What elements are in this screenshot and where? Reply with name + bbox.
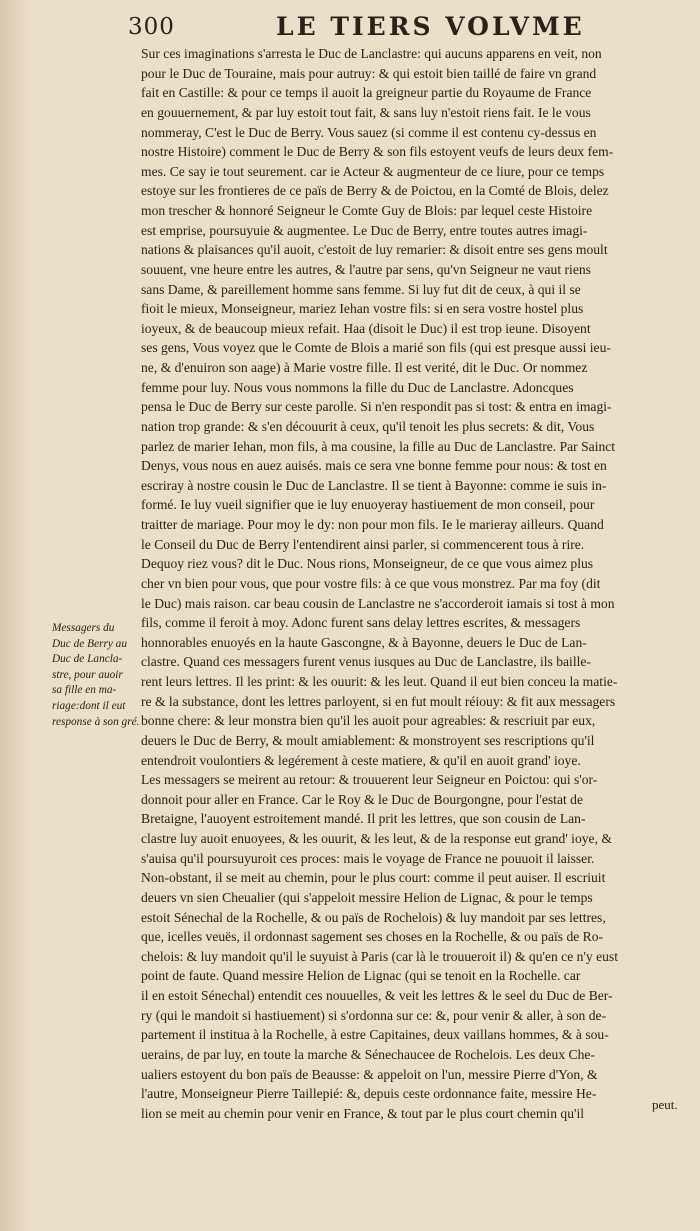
text-line: clastre luy auoit enuoyees, & les ouurit, & les leut, & de la response eut grand' ioye, & <box>141 831 612 846</box>
text-line: que, icelles veuës, il ordonnast sagement ses choses en la Rochelle, & ou païs de Ro- <box>141 929 604 945</box>
page-number: 300 <box>128 14 175 40</box>
text-line: ses gens, Vous voyez que le Comte de Blois a marié son fils (qui est presque aussi ieu- <box>141 340 611 356</box>
text-line: honnorables enuoyés en la haute Gascongne, & à Bayonne, deuers le Duc de Lan- <box>141 634 587 650</box>
margin-note <box>52 621 138 730</box>
page-header <box>128 10 678 44</box>
margin-note-line: Duc de Lancla- <box>52 653 123 666</box>
text-line: femme pour luy. Nous vous nommons la fille du Duc de Lanclastre. Adoncques <box>141 379 574 395</box>
text-line: s'auisa qu'il poursuyuroit ces proces: mais le voyage de France ne pouuoit il laisser. <box>141 850 595 866</box>
text-line: ualiers estoyent du bon païs de Beausse: & appeloit on l'un, messire Pierre d'Yon, & <box>141 1066 598 1082</box>
text-line: fioit le mieux, Monseigneur, mariez Iehan vostre fils: si en sera vostre hostel plus <box>141 301 584 317</box>
text-line: mes. Ce say ie tout seurement. car ie Acteur & augmenteur de ce liure, pour ce temps <box>141 163 605 179</box>
text-line: point de faute. Quand messire Helion de Lignac (qui se tenoit en la Rochelle. car <box>141 968 581 984</box>
text-line: Non-obstant, il se meit au chemin, pour le plus court: comme il peut auiser. Il escriuit <box>141 870 606 886</box>
text-line: deuers vn sien Cheualier (qui s'appeloit messire Helion de Lignac, & pour le temps <box>141 889 593 905</box>
text-line: pour le Duc de Touraine, mais pour autruy: & qui estoit bien taillé de faire vn grand <box>141 65 597 81</box>
margin-note-line: Messagers du <box>52 622 115 634</box>
text-line: fils, comme il feroit à moy. Adonc furent sans delay lettres escrites, & messagers <box>141 615 581 631</box>
text-line: en gouuernement, & par luy estoit tout fait, & sans luy n'estoit riens fait. Ie le vous <box>141 104 591 120</box>
text-line: le Duc) mais raison. car beau cousin de Lanclastre ne s'accorderoit iamais si tost à mon <box>141 595 615 611</box>
text-line: est emprise, poursuyuie & augmentee. Le Duc de Berry, entre toutes autres imagi- <box>141 222 588 238</box>
text-line: parlez de marier Iehan, mon fils, à ma cousine, la fille au Duc de Lanclastre. Par Sainct <box>141 438 616 454</box>
margin-note-line: riage:dont il eut <box>52 699 126 712</box>
text-line: ne, & d'enuiron son aage) à Marie vostre fille. Il est verité, dit le Duc. Or nommez <box>141 360 588 375</box>
text-line: il en estoit Sénechal) entendit ces nouuelles, & veit les lettres & le seel du Duc de Ber- <box>141 988 613 1003</box>
text-line: fait en Castille: & pour ce temps il auoit la greigneur partie du Royaume de France <box>141 85 592 101</box>
text-line: le Conseil du Duc de Berry l'entendirent ainsi parler, si commencerent tous à rire. <box>141 536 585 552</box>
text-line: rent leurs lettres. Il les print: & les ouurit: & les leut. Quand il eut bien conceu la matie- <box>141 674 618 689</box>
text-line: ioyeux, & de beaucoup mieux refait. Haa (disoit le Duc) il est trop ieune. Disoyent <box>141 320 591 336</box>
text-line: estoit Sénechal de la Rochelle, & ou païs de Rochelois) & luy mandoit par ses lettres, <box>141 909 606 925</box>
text-line: clastre. Quand ces messagers furent venus iusques au Duc de Lanclastre, ils baille- <box>141 654 591 670</box>
text-line: uerains, de par luy, en toute la marche & Sénechaucee de Rochelois. Les deux Che- <box>141 1046 595 1062</box>
margin-note-line: response à son gré. <box>52 715 140 728</box>
margin-note-line: stre, pour auoir <box>52 668 123 681</box>
text-line: deuers le Duc de Berry, & moult amiablement: & monstroyent ses rescriptions qu'il <box>141 732 595 748</box>
text-line: Sur ces imaginations s'arresta le Duc de Lanclastre: qui aucuns apparens en veit, non <box>141 46 602 61</box>
text-line: nommeray, C'est le Duc de Berry. Vous sauez (si comme il est contenu cy-dessus en <box>141 124 597 140</box>
margin-note-line: Duc de Berry au <box>52 637 127 650</box>
text-line: Bretaigne, l'auoyent estroitement mandé. Il prit les lettres, que son cousin de Lan- <box>141 811 586 827</box>
text-line: mon trescher & honnoré Seigneur le Comte Guy de Blois: par lequel ceste Histoire <box>141 203 593 218</box>
text-line: lion se meit au chemin pour venir en France, & tout par le plus court chemin qu'il <box>141 1105 584 1121</box>
body-text <box>141 44 679 1123</box>
text-line: pensa le Duc de Berry sur ceste parolle. Si n'en respondit pas si tost: & entra en imagi- <box>141 399 612 415</box>
text-line: sans Dame, & pareillement homme sans femme. Si luy fut dit de ceux, à qui il se <box>141 281 581 297</box>
text-line: souuent, vne heure entre les autres, & l'autre par sens, qu'vn Seigneur ne vaut riens <box>141 261 591 277</box>
text-line: ry (qui le mandoit si hastiuement) si s'ordonna sur ce: &, pour venir & aller, à son de- <box>141 1007 607 1023</box>
text-line: traitter de mariage. Pour moy le dy: non pour mon fils. Ie le marieray ailleurs. Quand <box>141 517 604 532</box>
text-line: re & la substance, dont les lettres parloyent, si en fut moult réiouy: & fit aux messagers <box>141 693 616 709</box>
text-line: cher vn bien pour vous, que pour vostre fils: à ce que vous monstrez. Par ma foy (dit <box>141 575 601 591</box>
text-line: Denys, vous nous en auez auisés. mais ce sera vne bonne femme pour nous: & tost en <box>141 458 607 474</box>
text-line: escriray à nostre cousin le Duc de Lanclastre. Il se tient à Bayonne: comme ie suis in- <box>141 477 607 493</box>
text-line: estoye sur les frontieres de ce païs de Berry & de Poictou, en la Comté de Blois, delez <box>141 183 609 199</box>
text-line: nations & plaisances qu'il auoit, c'estoit de luy remarier: & disoit entre ses gens moult <box>141 242 608 258</box>
margin-note-line: sa fille en ma- <box>52 684 117 697</box>
text-line: nostre Histoire) comment le Duc de Berry & son fils estoyent veufs de leurs deux fem- <box>141 144 614 160</box>
page-gutter-shadow <box>0 0 30 1231</box>
catchword: peut. <box>652 1097 678 1112</box>
text-line: bonne chere: & leur monstra bien qu'il les auoit pour agreables: & rescriuit par eux, <box>141 713 596 729</box>
text-line: nation trop grande: & s'en découurit à ceux, qu'il tenoit les plus secrets: & dit, Vous <box>141 418 595 434</box>
text-line: chelois: & luy mandoit qu'il le suyuist à Paris (car là le trouueroit il) & qu'en ce n'y eust <box>141 948 618 964</box>
text-line: l'autre, Monseigneur Pierre Taillepié: &, depuis ceste ordonnance faite, messire He- <box>141 1086 597 1102</box>
text-line: donnoit pour aller en France. Car le Roy & le Duc de Bourgongne, pour l'estat de <box>141 791 583 807</box>
text-line: Dequoy riez vous? dit le Duc. Nous rions, Monseigneur, de ce que vous aimez plus <box>141 556 594 572</box>
text-line: Les messagers se meirent au retour: & trouuerent leur Seigneur en Poictou: qui s'or- <box>141 772 598 788</box>
text-line: formé. Ie luy vueil signifier que ie luy enuoyeray hastiuement de mon conseil, pour <box>141 497 595 513</box>
text-line: partement il institua à la Rochelle, à estre Capitaines, deux vaillans hommes, & à sou- <box>141 1027 609 1043</box>
running-head: LE TIERS VOLVME <box>276 12 585 41</box>
text-line: entendroit voulontiers & legérement à ceste matiere, & qu'il en auoit grand' ioye. <box>141 752 581 768</box>
